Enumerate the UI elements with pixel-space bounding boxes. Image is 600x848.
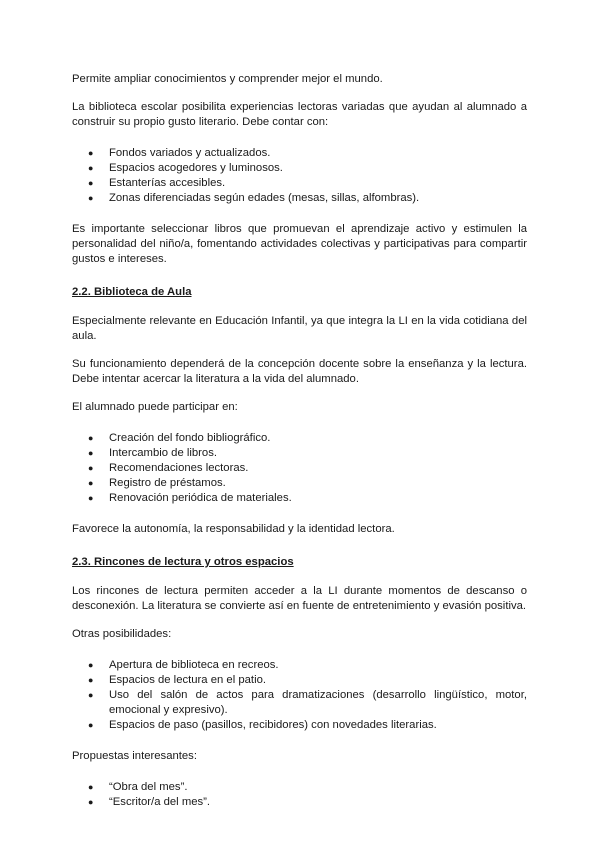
bullet-icon: ● (88, 493, 94, 503)
list-item: ● Uso del salón de actos para dramatizaciones (desarrollo lingüístico, motor, emocional y expresivo). (88, 689, 527, 716)
document-page (72, 72, 527, 810)
bullet-icon: ● (88, 433, 94, 443)
paragraph-rincones: Los rincones de lectura permiten acceder a la LI durante momentos de descanso o desconexión. La literatura se convierte así en fuente de entretenimiento y evasión positiva. (72, 585, 527, 612)
list-item: ● Apertura de biblioteca en recreos. (88, 659, 279, 671)
paragraph-participacion-intro: El alumnado puede participar en: (72, 401, 238, 413)
bullet-icon: ● (88, 178, 94, 188)
list-item: ● Renovación periódica de materiales. (88, 492, 292, 504)
list-item: ● Recomendaciones lectoras. (88, 462, 249, 474)
bullet-icon: ● (88, 660, 94, 670)
bullet-icon: ● (88, 463, 94, 473)
bullet-icon: ● (88, 448, 94, 458)
bullet-icon: ● (88, 690, 94, 700)
paragraph-educacion-infantil: Especialmente relevante en Educación Infantil, ya que integra la LI en la vida cotidiana del aula. (72, 315, 527, 342)
list-item: ● Espacios de lectura en el patio. (88, 674, 266, 686)
list-item: ● Creación del fondo bibliográfico. (88, 432, 271, 444)
section-heading-rincones-lectura: 2.3. Rincones de lectura y otros espacios (72, 556, 294, 568)
bullet-icon: ● (88, 675, 94, 685)
list-item: ● “Escritor/a del mes”. (88, 796, 211, 808)
list-otras-posibilidades (72, 658, 527, 733)
section-heading-biblioteca-aula: 2.2. Biblioteca de Aula (72, 286, 192, 298)
bullet-icon: ● (88, 720, 94, 730)
paragraph-biblioteca-escolar: La biblioteca escolar posibilita experiencias lectoras variadas que ayudan al alumnado a construir su propio gusto literario. Debe contar con: (72, 101, 527, 128)
list-item: ● Registro de préstamos. (88, 477, 226, 489)
list-biblioteca-escolar (72, 146, 527, 206)
list-item: ● Estanterías accesibles. (88, 177, 226, 189)
list-item: ● Fondos variados y actualizados. (88, 147, 271, 159)
bullet-icon: ● (88, 478, 94, 488)
bullet-icon: ● (88, 163, 94, 173)
bullet-icon: ● (88, 782, 94, 792)
list-propuestas (72, 780, 527, 810)
list-item: ● Espacios acogedores y luminosos. (88, 162, 283, 174)
bullet-icon: ● (88, 193, 94, 203)
list-item: ● Espacios de paso (pasillos, recibidores) con novedades literarias. (88, 719, 437, 731)
paragraph-funcionamiento: Su funcionamiento dependerá de la concepción docente sobre la enseñanza y la lectura. Debe intentar acercar la literatura a la vida del alumnado. (72, 358, 527, 385)
list-item: ● Zonas diferenciadas según edades (mesas, sillas, alfombras). (88, 192, 420, 204)
list-participacion (72, 431, 527, 506)
paragraph-propuestas-intro: Propuestas interesantes: (72, 750, 197, 762)
bullet-icon: ● (88, 797, 94, 807)
paragraph-autonomia: Favorece la autonomía, la responsabilidad y la identidad lectora. (72, 523, 395, 535)
paragraph-otras-posibilidades-intro: Otras posibilidades: (72, 628, 172, 640)
list-item: ● Intercambio de libros. (88, 447, 217, 459)
paragraph-intro: Permite ampliar conocimientos y comprender mejor el mundo. (72, 73, 383, 85)
list-item: ● “Obra del mes”. (88, 781, 188, 793)
bullet-icon: ● (88, 148, 94, 158)
paragraph-seleccion-libros: Es importante seleccionar libros que promuevan el aprendizaje activo y estimulen la personalidad del niño/a, fomentando actividades colectivas y participativas para compartir gustos e intereses. (72, 223, 527, 265)
